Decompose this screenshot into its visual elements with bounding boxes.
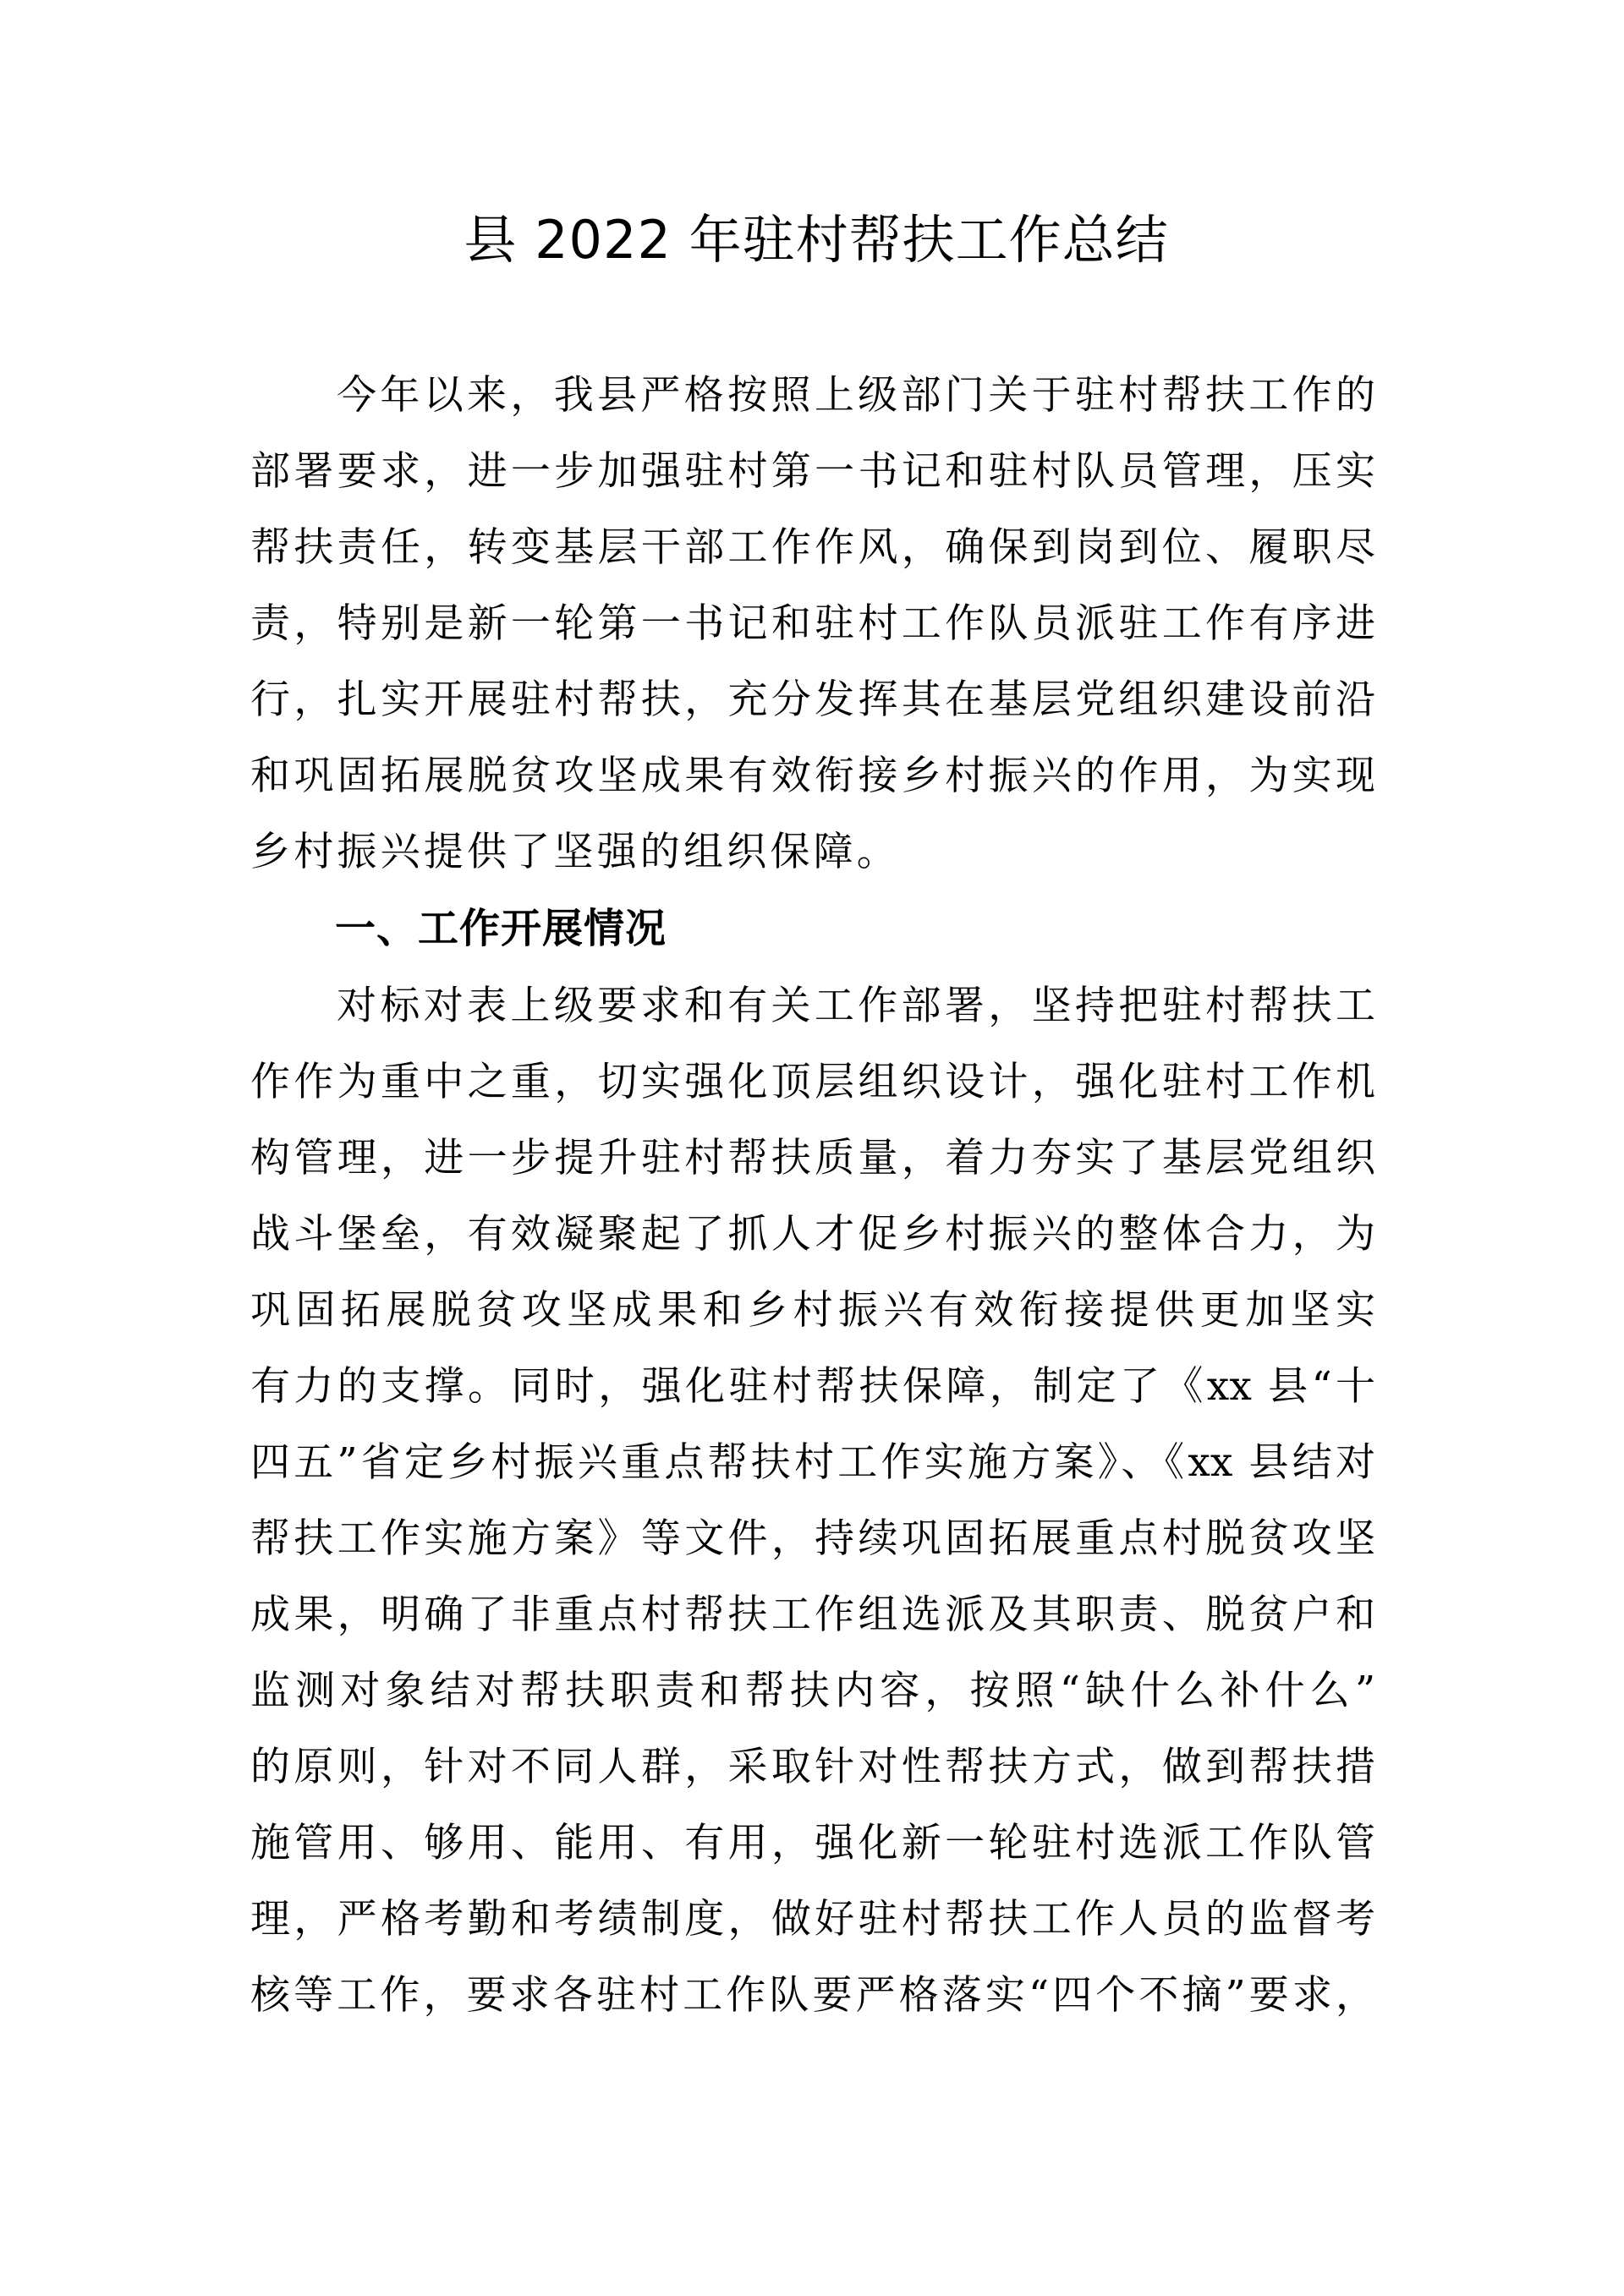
paragraph-line: 对标对表上级要求和有关工作部署，坚持把驻村帮扶工 [337, 983, 1375, 1029]
paragraph-line: 部署要求，进一步加强驻村第一书记和驻村队员管理，压实 [250, 448, 1375, 495]
paragraph-line: 理，严格考勤和考绩制度，做好驻村帮扶工作人员的监督考 [250, 1896, 1375, 1943]
paragraph-line: 战斗堡垒，有效凝聚起了抓人才促乡村振兴的整体合力，为 [250, 1211, 1375, 1258]
document-title: 县 2022 年驻村帮扶工作总结 [464, 209, 1169, 271]
paragraph-line: 帮扶工作实施方案》等文件，持续巩固拓展重点村脱贫攻坚 [250, 1515, 1375, 1562]
paragraph-line: 核等工作，要求各驻村工作队要严格落实“四个不摘”要求， [250, 1972, 1375, 2019]
paragraph-line: 行，扎实开展驻村帮扶，充分发挥其在基层党组织建设前沿 [250, 677, 1375, 723]
paragraph-line: 监测对象结对帮扶职责和帮扶内容，按照“缺什么补什么” [250, 1668, 1375, 1714]
paragraph-line: 四五”省定乡村振兴重点帮扶村工作实施方案》、《xx 县结对 [250, 1439, 1375, 1486]
section-heading: 一、工作开展情况 [335, 905, 667, 952]
paragraph-line: 构管理，进一步提升驻村帮扶质量，着力夯实了基层党组织 [250, 1135, 1375, 1181]
paragraph-line: 成果，明确了非重点村帮扶工作组选派及其职责、脱贫户和 [250, 1592, 1375, 1638]
paragraph-line: 的原则，针对不同人群，采取针对性帮扶方式，做到帮扶措 [250, 1744, 1375, 1790]
paragraph-line: 巩固拓展脱贫攻坚成果和乡村振兴有效衔接提供更加坚实 [250, 1287, 1375, 1334]
paragraph-line: 今年以来，我县严格按照上级部门关于驻村帮扶工作的 [337, 372, 1375, 419]
paragraph-line: 和巩固拓展脱贫攻坚成果有效衔接乡村振兴的作用，为实现 [250, 753, 1375, 799]
paragraph-line: 有力的支撑。同时，强化驻村帮扶保障，制定了《xx 县“十 [250, 1363, 1375, 1410]
paragraph-line: 作作为重中之重，切实强化顶层组织设计，强化驻村工作机 [250, 1059, 1375, 1105]
paragraph-line: 乡村振兴提供了坚强的组织保障。 [250, 829, 900, 875]
paragraph-line: 施管用、够用、能用、有用，强化新一轮驻村选派工作队管 [250, 1820, 1375, 1866]
paragraph-line: 责，特别是新一轮第一书记和驻村工作队员派驻工作有序进 [250, 600, 1375, 647]
paragraph-line: 帮扶责任，转变基层干部工作作风，确保到岗到位、履职尽 [250, 524, 1375, 571]
